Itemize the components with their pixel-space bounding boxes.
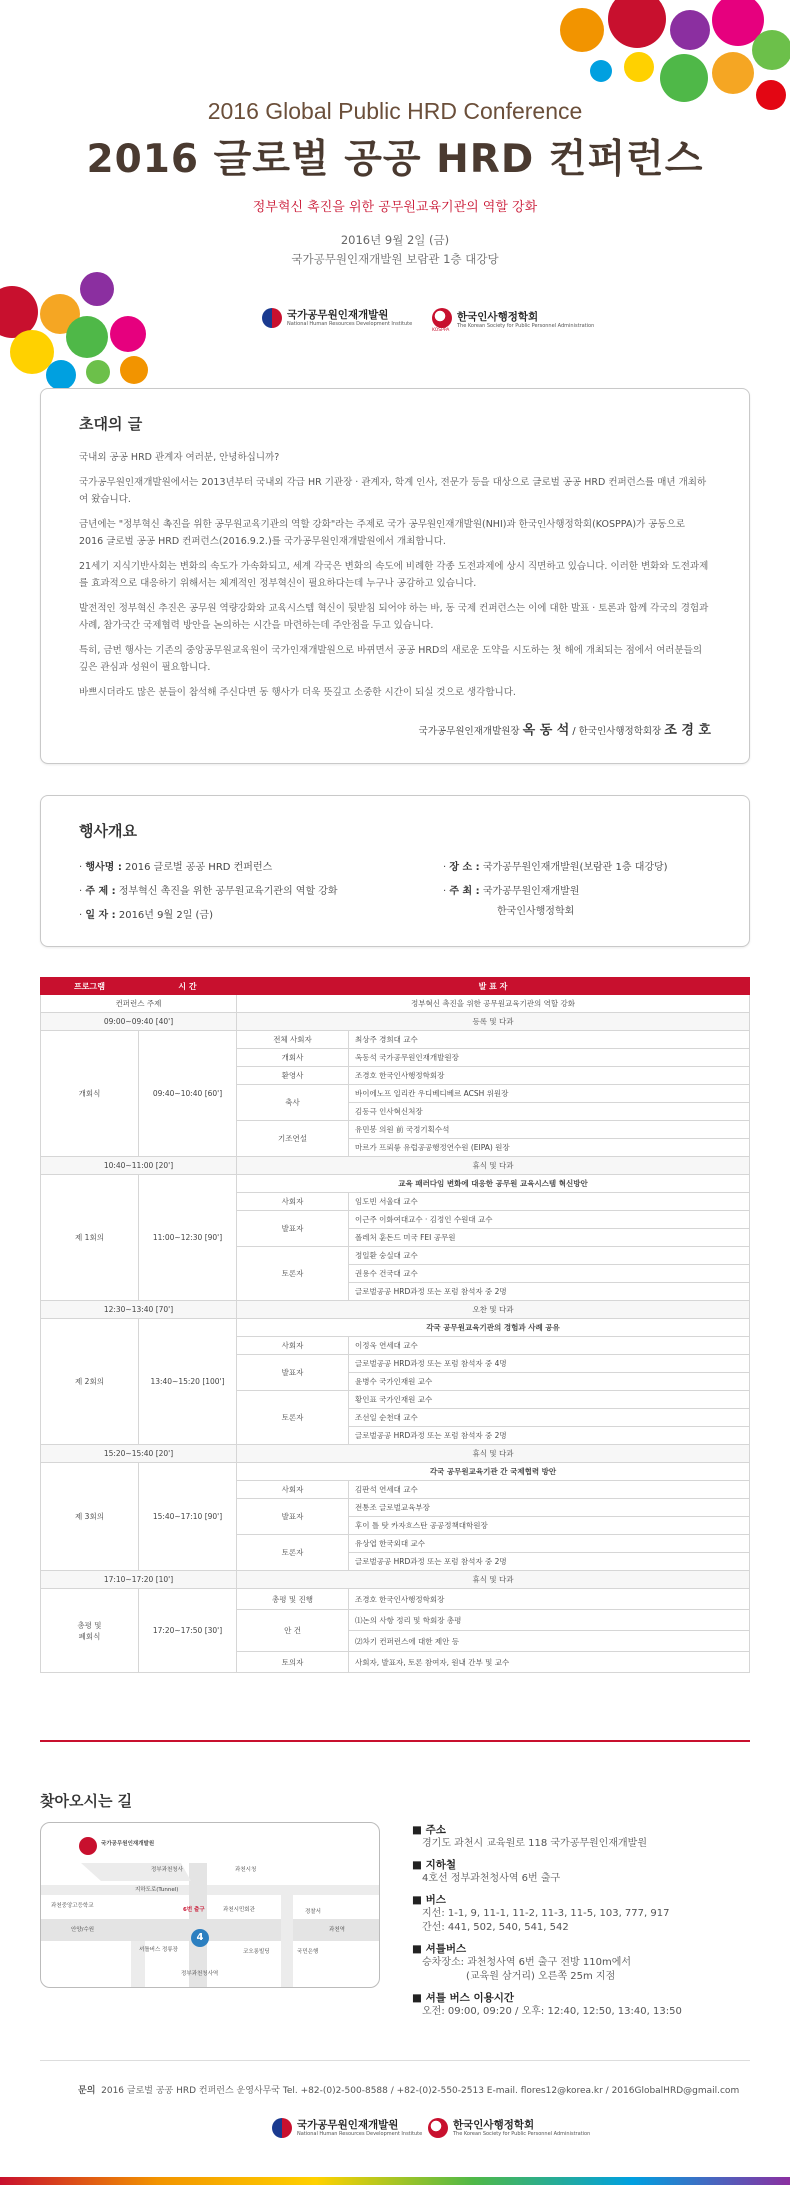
- break-time: 15:20~15:40 [20']: [41, 1445, 237, 1463]
- role-cell: 토론자: [237, 1391, 349, 1445]
- role-cell: 기조연설: [237, 1121, 349, 1157]
- overview-host-value-1: 국가공무원인재개발원: [482, 886, 580, 897]
- signer2-name: 조 경 호: [664, 723, 711, 738]
- break-label: 휴식 및 다과: [237, 1445, 750, 1463]
- role-cell: 사회자: [237, 1193, 349, 1211]
- nhi-emblem-icon: [272, 2118, 292, 2138]
- person-cell: 김동극 인사혁신처장: [349, 1103, 750, 1121]
- person-cell: 글로벌공공 HRD과정 또는 포럼 참석자 중 2명: [349, 1427, 750, 1445]
- closing-label: [41, 1589, 139, 1673]
- bus-text-2: 간선: 441, 502, 540, 541, 542: [422, 1922, 569, 1933]
- conference-title-ko: 2016 글로벌 공공 HRD 컨퍼런스: [86, 137, 704, 182]
- overview-place-value: 국가공무원인재개발원(보람관 1층 대강당): [482, 862, 668, 873]
- table-row: [41, 1301, 750, 1319]
- footer-contact-text: 2016 글로벌 공공 HRD 컨퍼런스 운영사무국 Tel. +82-(0)2-500-8588 / +82-(0)2-550-2513 E-mail. flores12@korea.kr / 2016GlobalHRD@gmail.com: [101, 2086, 740, 2096]
- map-label-subway: 정부과천청사역: [181, 1971, 219, 1977]
- table-row: [41, 995, 750, 1013]
- bus-heading: ■ 버스: [412, 1894, 446, 1906]
- closing-label-2: 폐회식: [78, 1631, 101, 1641]
- invitation-paragraph: 특히, 금번 행사는 기존의 중앙공무원교육원이 국가인재개발원으로 바뀌면서 공공 HRD의 새로운 도약을 시도하는 첫 해에 개최되는 점에서 여러분들의 깊은 관심과 성원이 필요합니다.: [79, 645, 703, 673]
- overview-theme-value: 정부혁신 촉진을 위한 공무원교육기관의 역할 강화: [118, 886, 338, 897]
- map-label-school: 과천중앙고등학교: [51, 1903, 94, 1909]
- session2-topic: 각국 공무원교육기관의 경험과 사례 공유: [237, 1319, 750, 1337]
- table-row: [41, 1013, 750, 1031]
- map-label-bank: 국민은행: [297, 1949, 319, 1955]
- footer-kospa-name-en: The Korean Society for Public Personnel Administration: [453, 2130, 591, 2137]
- overview-date-label: 일 자 :: [85, 910, 116, 921]
- person-cell: 전통조 글로벌교육부장: [349, 1499, 750, 1517]
- footer-nhi-logo: [272, 2118, 422, 2138]
- invitation-paragraph: 21세기 지식기반사회는 변화의 속도가 가속화되고, 세계 각국은 변화의 속도에 비례한 각종 도전과제에 상시 직면하고 있습니다. 이러한 변화와 도전과제를 효과적으로 대응하기 위해서는 체계적인 정부혁신이 필요하다는데 누구나 공감하고 있습니다.: [79, 561, 709, 589]
- schedule-bottom-rule: [40, 1740, 750, 1742]
- table-row: [41, 1463, 750, 1481]
- overview-date-value: 2016년 9월 2일 (금): [118, 910, 213, 921]
- map-label-road-left: 안양/수원: [71, 1927, 95, 1933]
- signer2-title: 한국인사행정학회장: [578, 726, 662, 737]
- kospa-abbr: KOSPPA: [432, 328, 450, 333]
- session3-time: 15:40~17:10 [90']: [139, 1463, 237, 1571]
- role-cell: 총평 및 진행: [237, 1589, 349, 1610]
- table-row: [41, 1571, 750, 1589]
- map-label-exit: 6번 출구: [183, 1907, 205, 1913]
- subway-line-icon: 4: [191, 1929, 209, 1947]
- nhi-location-pin-icon: [79, 1837, 97, 1855]
- table-row: [41, 1319, 750, 1337]
- nhi-emblem-icon: [262, 308, 282, 328]
- person-cell: 글로벌공공 HRD과정 또는 포럼 참석자 중 2명: [349, 1553, 750, 1571]
- person-cell: 유민봉 의원 前 국정기획수석: [349, 1121, 750, 1139]
- person-cell: 글로벌공공 HRD과정 또는 포럼 참석자 중 2명: [349, 1283, 750, 1301]
- shuttle-time-heading: ■ 셔틀 버스 이용시간: [412, 1992, 515, 2004]
- footer-contact: [78, 2083, 739, 2096]
- person-cell: 조경호 한국인사행정학회장: [349, 1589, 750, 1610]
- overview-place-row: · 장 소 : 국가공무원인재개발원(보람관 1층 대강당): [443, 862, 668, 873]
- kospa-name-ko: 한국인사행정학회: [457, 311, 539, 323]
- directions-title: 찾아오시는 길: [40, 1792, 133, 1810]
- session2-label: 제 2회의: [41, 1319, 139, 1445]
- person-cell: 폴레처 훈돈드 미국 FEI 공무원: [349, 1229, 750, 1247]
- invitation-paragraph: 국내외 공공 HRD 관계자 여러분, 안녕하십니까?: [79, 452, 280, 463]
- overview-host-label: 주 최 :: [449, 886, 480, 897]
- footer-kospa-name-ko: 한국인사행정학회: [453, 2118, 535, 2131]
- map-label-civic: 과천시민회관: [223, 1907, 255, 1913]
- map-label-police: 경찰서: [305, 1909, 321, 1915]
- footer-divider: [40, 2060, 750, 2061]
- invitation-paragraph: 바쁘시더라도 많은 분들이 참석해 주신다면 동 행사가 더욱 뜻깊고 소중한 시간이 되실 것으로 생각합니다.: [79, 687, 516, 698]
- role-cell: 환영사: [237, 1067, 349, 1085]
- invitation-box: [40, 388, 750, 764]
- nhi-logo: [262, 308, 412, 328]
- invitation-paragraph: 발전적인 정부혁신 추진은 공무원 역량강화와 교육시스템 혁신이 뒷받침 되어야 하는 바, 동 국제 컨퍼런스는 이에 대한 발표 · 토론과 함께 각국의 경험과 사례, 참가국간 국제협력 방안을 논의하는 시간을 마련하는데 주안점을 두고 있습니다.: [79, 603, 709, 631]
- session3-label: 제 3회의: [41, 1463, 139, 1571]
- session1-topic: 교육 패러다임 변화에 대응한 공무원 교육시스템 혁신방안: [237, 1175, 750, 1193]
- person-cell: 김판석 연세대 교수: [349, 1481, 750, 1499]
- header-program: 프로그램: [41, 978, 139, 995]
- address-heading: ■ 주소: [412, 1824, 446, 1836]
- shuttle-time-text: 오전: 09:00, 09:20 / 오후: 12:40, 12:50, 13:40, 13:50: [422, 2006, 682, 2017]
- schedule-table: [40, 977, 750, 1673]
- person-cell: 바이에노프 일리칸 우디베디베르 ACSH 위원장: [349, 1085, 750, 1103]
- map-label-cityhall: 과천시청: [235, 1867, 257, 1873]
- person-cell: ⑵차기 컨퍼런스에 대한 제안 등: [349, 1631, 750, 1652]
- signature-separator: /: [572, 726, 576, 737]
- person-cell: 후이 틀 탓 카자흐스탄 공공정책대학원장: [349, 1517, 750, 1535]
- nhi-name-ko: 국가공무원인재개발원: [287, 308, 389, 321]
- break-time: 10:40~11:00 [20']: [41, 1157, 237, 1175]
- role-cell: 토론자: [237, 1535, 349, 1571]
- role-cell: 토론자: [237, 1247, 349, 1301]
- map-label-complex: 정부과천청사: [151, 1867, 183, 1873]
- break-label: 휴식 및 다과: [237, 1571, 750, 1589]
- table-row: [41, 1031, 750, 1049]
- shuttle-text-2: (교육원 삼거리) 오른쪽 25m 지점: [466, 1971, 616, 1982]
- subway-text: 4호선 정부과천청사역 6번 출구: [422, 1873, 561, 1884]
- map-label-busstop: 셔틀버스 정류장: [139, 1947, 178, 1953]
- directions-info: [412, 1822, 752, 2019]
- invitation-paragraph: 금년에는 "정부혁신 촉진을 위한 공무원교육기관의 역할 강화"라는 주제로 국가 공무원인재개발원(NHI)과 한국인사행정학회(KOSPPA)가 공동으로 2016 글로벌 공공 HRD 컨퍼런스(2016.9.2.)를 국가공무원인재개발원에서 개최합니다.: [79, 519, 685, 547]
- nhi-name-en: National Human Resources Development Institute: [287, 320, 413, 327]
- overview-theme-label: 주 제 :: [85, 886, 116, 897]
- person-cell: 최상주 경희대 교수: [349, 1031, 750, 1049]
- session1-label: 제 1회의: [41, 1175, 139, 1301]
- kospa-emblem-icon: [428, 2118, 448, 2138]
- overview-name-value: 2016 글로벌 공공 HRD 컨퍼런스: [125, 862, 273, 873]
- kospa-logo: [432, 308, 594, 333]
- person-cell: 사회자, 발표자, 토론 참여자, 원내 간부 및 교수: [349, 1652, 750, 1673]
- overview-host-row: · 주 최 : 국가공무원인재개발원: [443, 886, 580, 897]
- address-text: 경기도 과천시 교육원로 118 국가공무원인재개발원: [422, 1838, 648, 1849]
- role-cell: 사회자: [237, 1337, 349, 1355]
- shuttle-heading-text: 셔틀버스: [425, 1943, 467, 1955]
- lunch-time: 12:30~13:40 [70']: [41, 1301, 237, 1319]
- person-cell: 이정욱 연세대 교수: [349, 1337, 750, 1355]
- person-cell: 글로벌공공 HRD과정 또는 포럼 참석자 중 4명: [349, 1355, 750, 1373]
- footer-nhi-name-ko: 국가공무원인재개발원: [297, 2118, 399, 2131]
- bus-heading-text: 버스: [425, 1894, 446, 1906]
- role-cell: 토의자: [237, 1652, 349, 1673]
- person-cell: 조경호 한국인사행정학회장: [349, 1067, 750, 1085]
- map-label-nhi: 국가공무원인재개발원: [101, 1841, 155, 1847]
- header-presenter: 발 표 자: [237, 978, 750, 995]
- role-cell: 발표자: [237, 1499, 349, 1535]
- person-cell: 황인표 국가인재원 교수: [349, 1391, 750, 1409]
- footer-nhi-name-en: National Human Resources Development Institute: [297, 2130, 423, 2137]
- person-cell: ⑴논의 사항 정리 및 학회장 총평: [349, 1610, 750, 1631]
- opening-time: 09:40~10:40 [60']: [139, 1031, 237, 1157]
- bottom-color-bar: [0, 2177, 790, 2185]
- bus-text-1: 지선: 1-1, 9, 11-1, 11-2, 11-3, 11-5, 103, 777, 917: [422, 1908, 670, 1919]
- break-time: 17:10~17:20 [10']: [41, 1571, 237, 1589]
- invitation-title: 초대의 글: [79, 415, 143, 433]
- overview-host-value-2: 한국인사행정학회: [497, 906, 575, 917]
- person-cell: 조선일 순천대 교수: [349, 1409, 750, 1427]
- person-cell: 정일환 숭실대 교수: [349, 1247, 750, 1265]
- subway-heading-text: 지하철: [425, 1859, 457, 1871]
- overview-title: 행사개요: [79, 822, 137, 840]
- kospa-name-en: The Korean Society for Public Personnel Administration: [457, 323, 595, 329]
- person-cell: 권용수 건국대 교수: [349, 1265, 750, 1283]
- conference-venue: 국가공무원인재개발원 보람관 1층 대강당: [291, 252, 499, 266]
- shuttle-time-heading-text: 셔틀 버스 이용시간: [425, 1992, 515, 2004]
- kospa-emblem-icon: [432, 308, 452, 328]
- map-label-road-right: 과천역: [329, 1927, 345, 1933]
- role-cell: 발표자: [237, 1355, 349, 1391]
- footer-kospa-logo: [428, 2118, 590, 2138]
- person-cell: 윤병수 국가인재원 교수: [349, 1373, 750, 1391]
- address-heading-text: 주소: [425, 1824, 446, 1836]
- header-time: 시 간: [139, 978, 237, 995]
- person-cell: 이근주 이화여대교수 · 김정인 수원대 교수: [349, 1211, 750, 1229]
- session3-topic: 각국 공무원교육기관 간 국제협력 방안: [237, 1463, 750, 1481]
- overview-box: [40, 795, 750, 947]
- closing-label-1: 총평 및: [77, 1620, 102, 1630]
- conference-subtitle: 정부혁신 촉진을 위한 공무원교육기관의 역할 강화: [252, 200, 538, 215]
- invitation-paragraph: 국가공무원인재개발원에서는 2013년부터 국내외 각급 HR 기관장 · 관계자, 학계 인사, 전문가 등을 대상으로 글로벌 공공 HRD 컨퍼런스를 매년 개최하여 왔습니다.: [79, 477, 707, 505]
- shuttle-text-1: 승차장소: 과천청사역 6번 출구 전방 110m에서: [422, 1957, 632, 1968]
- subway-heading: ■ 지하철: [412, 1859, 457, 1871]
- overview-name-row: · 행사명 : 2016 글로벌 공공 HRD 컨퍼런스: [79, 862, 273, 873]
- conference-date: 2016년 9월 2일 (금): [340, 233, 450, 247]
- person-cell: 임도빈 서울대 교수: [349, 1193, 750, 1211]
- break-label: 휴식 및 다과: [237, 1157, 750, 1175]
- invitation-body: [79, 449, 711, 709]
- session2-time: 13:40~15:20 [100']: [139, 1319, 237, 1445]
- role-cell: 축사: [237, 1085, 349, 1121]
- table-row: [41, 1589, 750, 1610]
- footer-contact-label: 문의: [78, 2086, 96, 2096]
- overview-place-label: 장 소 :: [449, 862, 480, 873]
- table-row: [41, 1157, 750, 1175]
- role-cell: 사회자: [237, 1481, 349, 1499]
- invitation-signature: [419, 719, 711, 738]
- lunch-label: 오찬 및 다과: [237, 1301, 750, 1319]
- shuttle-heading: ■ 셔틀버스: [412, 1943, 467, 1955]
- signer1-title: 국가공무원인재개발원장: [418, 726, 520, 737]
- location-map: [40, 1822, 380, 1988]
- role-cell: 전체 사회자: [237, 1031, 349, 1049]
- registration-time: 09:00~09:40 [40']: [41, 1013, 237, 1031]
- conference-title-en: 2016 Global Public HRD Conference: [207, 98, 583, 124]
- opening-label: 개회식: [41, 1031, 139, 1157]
- theme-value-cell: 정부혁신 촉진을 위한 공무원교육기관의 역할 강화: [237, 995, 750, 1013]
- table-row: [41, 1445, 750, 1463]
- closing-time: 17:20~17:50 [30']: [139, 1589, 237, 1673]
- overview-name-label: 행사명 :: [85, 862, 122, 873]
- session1-time: 11:00~12:30 [90']: [139, 1175, 237, 1301]
- registration-label: 등록 및 다과: [237, 1013, 750, 1031]
- overview-date-row: · 일 자 : 2016년 9월 2일 (금): [79, 910, 213, 921]
- role-cell: 개회사: [237, 1049, 349, 1067]
- table-row: [41, 1175, 750, 1193]
- signer1-name: 옥 동 석: [522, 723, 570, 738]
- schedule-header-row: [41, 978, 750, 995]
- role-cell: 발표자: [237, 1211, 349, 1247]
- person-cell: 유상엽 한국외대 교수: [349, 1535, 750, 1553]
- overview-theme-row: · 주 제 : 정부혁신 촉진을 위한 공무원교육기관의 역할 강화: [79, 886, 338, 897]
- person-cell: 옥동석 국가공무원인재개발원장: [349, 1049, 750, 1067]
- map-label-tunnel: 지하도로(Tunnel): [135, 1887, 179, 1893]
- role-cell: 안 건: [237, 1610, 349, 1652]
- map-label-kolon: 코오롱빌딩: [243, 1949, 270, 1955]
- theme-label-cell: 컨퍼런스 주제: [41, 995, 237, 1013]
- person-cell: 마르가 프뢰릏 유럽공공행정연수원 (EIPA) 원장: [349, 1139, 750, 1157]
